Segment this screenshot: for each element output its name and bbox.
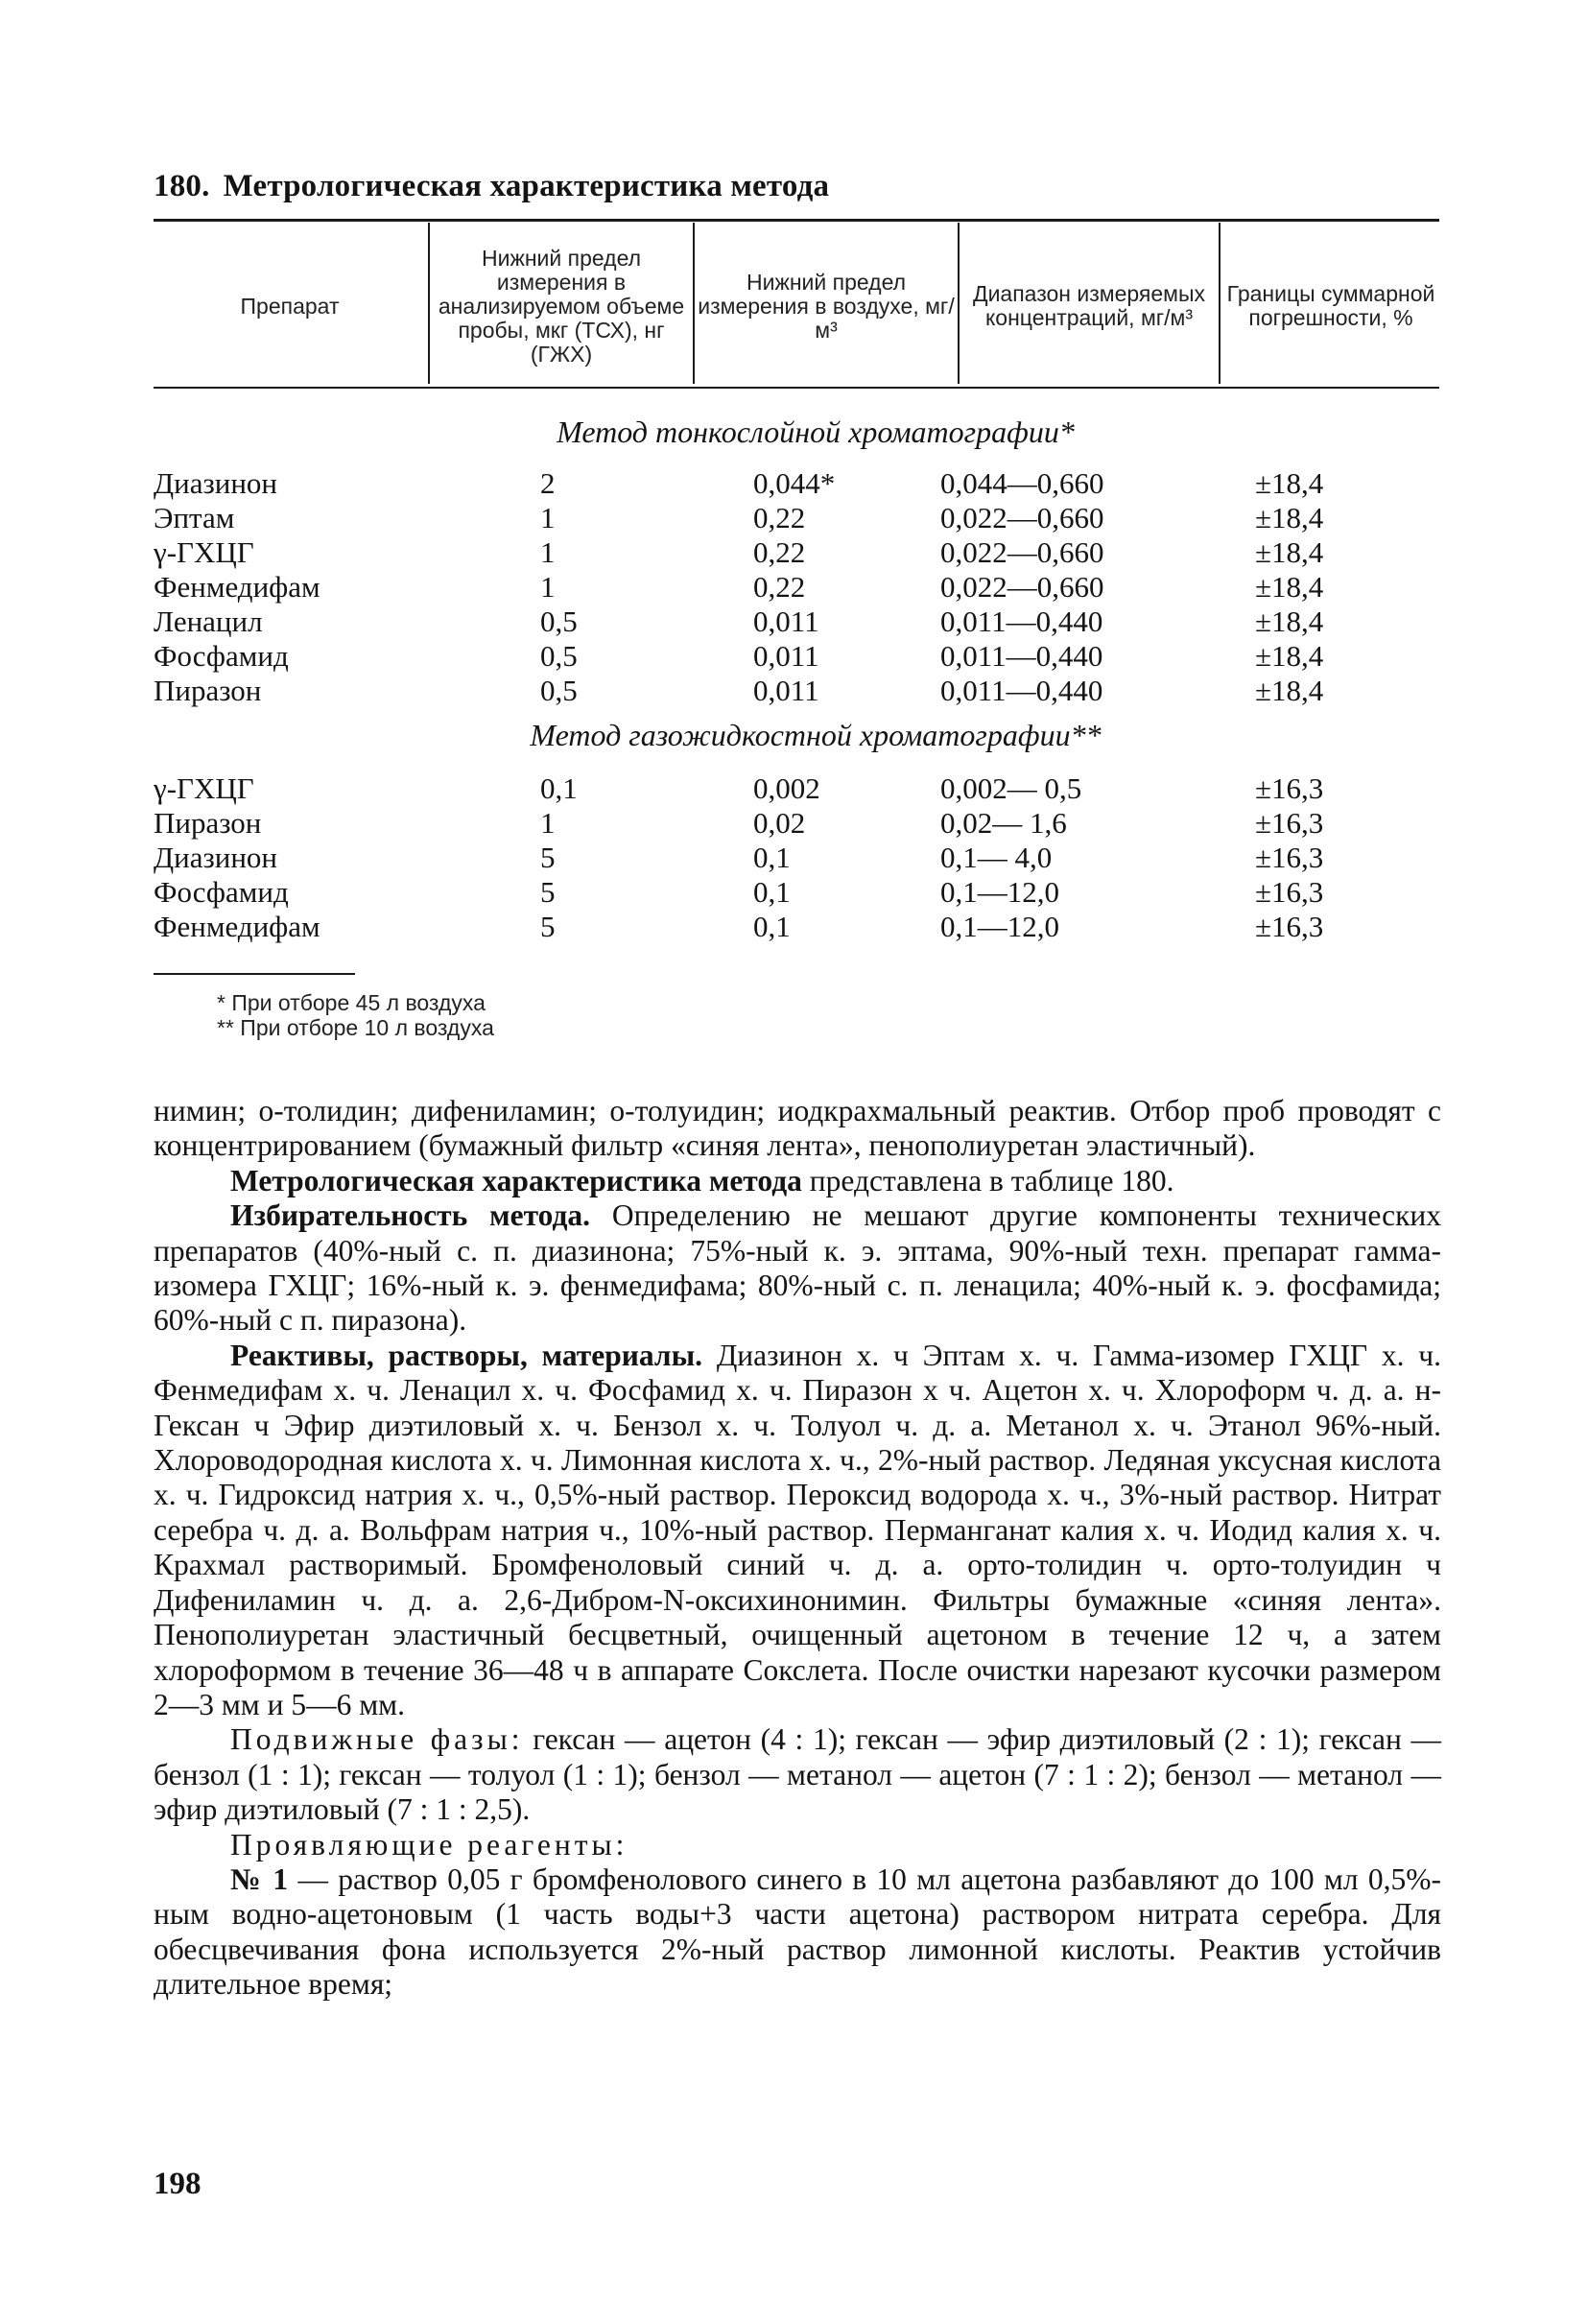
paragraph-text: представлена в таблице 180.	[801, 1163, 1174, 1198]
cell-sample-limit: 5	[540, 841, 556, 874]
table-caption	[154, 169, 829, 204]
column-divider	[428, 223, 430, 384]
cell-error: ±18,4	[1255, 570, 1324, 604]
paragraph-heading: Избирательность метода.	[230, 1198, 591, 1233]
cell-range: 0,011—0,440	[940, 639, 1103, 673]
cell-air-limit: 0,044*	[753, 466, 836, 500]
header-concentration-range: Диапазон измеряемых концентраций, мг/м³	[973, 281, 1205, 330]
table-row	[0, 535, 1588, 570]
cell-air-limit: 0,002	[753, 771, 820, 805]
section-title-tlc: Метод тонкослойной хроматографии*	[557, 415, 1075, 449]
paragraph-heading: Реактивы, растворы, материалы.	[230, 1338, 703, 1372]
cell-sample-limit: 2	[540, 466, 556, 500]
cell-range: 0,044—0,660	[940, 466, 1104, 500]
table-row	[0, 674, 1588, 708]
cell-range: 0,022—0,660	[940, 535, 1104, 569]
cell-drug: Диазинон	[154, 466, 278, 500]
paragraph-text: гексан — ацетон (4 : 1); гексан — эфир диэтиловый (2 : 1); гексан — бензол (1 : 1); гексан — толуол (1 : 1); бензол — метанол — ацетон (7 : 1 : 2); бензол — метанол — эфир диэтиловый (7 : 1 : 2,5).	[154, 1722, 1441, 1827]
footnote-2: ** При отборе 10 л воздуха	[217, 1015, 494, 1040]
table-top-rule	[154, 219, 1439, 222]
paragraph	[154, 1828, 1441, 1862]
header-lower-limit-air: Нижний предел измерения в воздухе, мг/м³	[698, 269, 955, 343]
cell-error: ±18,4	[1255, 674, 1324, 707]
cell-sample-limit: 1	[540, 535, 556, 569]
cell-drug: Пиразон	[154, 806, 262, 840]
cell-sample-limit: 0,1	[540, 771, 578, 805]
cell-air-limit: 0,1	[753, 841, 791, 874]
table-row	[0, 605, 1588, 639]
cell-range: 0,022—0,660	[940, 501, 1104, 534]
cell-sample-limit: 5	[540, 910, 556, 943]
cell-error: ±18,4	[1255, 605, 1324, 638]
paragraph	[154, 1862, 1441, 2003]
cell-range: 0,1— 4,0	[940, 841, 1053, 874]
column-divider	[958, 223, 960, 384]
column-divider	[693, 223, 695, 384]
cell-drug: Фенмедифам	[154, 910, 320, 943]
paragraph-heading: Проявляющие реагенты:	[230, 1827, 628, 1862]
cell-air-limit: 0,22	[753, 535, 806, 569]
cell-sample-limit: 1	[540, 501, 556, 534]
paragraph: нимин; о-толидин; дифениламин; о-толуидин; иодкрахмальный реактив. Отбор проб проводят с концентрированием (бумажный фильтр «синяя лента», пенополиуретан эластичный).	[154, 1094, 1441, 1163]
table-row	[0, 466, 1588, 501]
cell-range: 0,022—0,660	[940, 570, 1104, 604]
cell-air-limit: 0,011	[753, 605, 819, 638]
cell-error: ±16,3	[1255, 875, 1324, 909]
cell-error: ±18,4	[1255, 466, 1324, 500]
table-row	[0, 910, 1588, 944]
cell-drug: Фосфамид	[154, 875, 289, 909]
column-divider	[1219, 223, 1221, 384]
paragraph	[154, 1339, 1441, 1722]
cell-range: 0,011—0,440	[940, 674, 1103, 707]
cell-air-limit: 0,22	[753, 570, 806, 604]
paragraph-heading: Подвижные фазы:	[230, 1722, 524, 1757]
cell-error: ±18,4	[1255, 639, 1324, 673]
cell-drug: γ-ГХЦГ	[154, 535, 254, 569]
cell-sample-limit: 1	[540, 806, 556, 840]
cell-range: 0,1—12,0	[940, 910, 1059, 943]
footnote-1: * При отборе 45 л воздуха	[217, 990, 486, 1015]
cell-air-limit: 0,011	[753, 639, 819, 673]
cell-sample-limit: 0,5	[540, 674, 578, 707]
table-row	[0, 639, 1588, 674]
cell-drug: Фосфамид	[154, 639, 289, 673]
paragraph	[154, 1164, 1441, 1198]
cell-air-limit: 0,1	[753, 875, 791, 909]
cell-sample-limit: 0,5	[540, 605, 578, 638]
table-number: 180.	[154, 169, 210, 203]
cell-drug: Пиразон	[154, 674, 262, 707]
cell-drug: Эптам	[154, 501, 235, 534]
header-preparation: Препарат	[240, 293, 340, 319]
cell-error: ±16,3	[1255, 910, 1324, 943]
paragraph	[154, 1198, 1441, 1339]
page-number: 198	[154, 2167, 201, 2201]
cell-error: ±18,4	[1255, 501, 1324, 534]
paragraph-text: — раствор 0,05 г бромфенолового синего в 10 мл ацетона разбавляют до 100 мл 0,5%-ным водно-ацетоновым (1 часть воды+3 части ацетона) раствором нитрата серебра. Для обесцвечивания фона используется 2%-ный раствор лимонной кислоты. Реактив устойчив длительное время;	[154, 1862, 1441, 2002]
paragraph	[154, 1722, 1441, 1827]
paragraph-heading: № 1	[230, 1862, 289, 1896]
table-header-rule	[154, 387, 1439, 389]
table-row	[0, 806, 1588, 841]
table-row	[0, 875, 1588, 910]
cell-drug: Фенмедифам	[154, 570, 320, 604]
cell-drug: Ленацил	[154, 605, 263, 638]
footnote-rule	[154, 973, 355, 975]
cell-sample-limit: 5	[540, 875, 556, 909]
cell-air-limit: 0,02	[753, 806, 806, 840]
cell-error: ±16,3	[1255, 771, 1324, 805]
table-row	[0, 501, 1588, 535]
table-title: Метрологическая характеристика метода	[223, 169, 830, 203]
header-error-bounds: Границы суммарной погрешности, %	[1226, 281, 1435, 330]
paragraph-heading: Метрологическая характеристика метода	[230, 1163, 802, 1198]
table-row	[0, 841, 1588, 875]
cell-air-limit: 0,011	[753, 674, 819, 707]
cell-range: 0,011—0,440	[940, 605, 1103, 638]
table-row	[0, 570, 1588, 605]
paragraph-text: Диазинон х. ч Эптам х. ч. Гамма-изомер ГХЦГ х. ч. Фенмедифам х. ч. Ленацил х. ч. Фосфамид х. ч. Пиразон х ч. Ацетон х. ч. Хлороформ ч. д. а. н-Гексан ч Эфир диэтиловый х. ч. Бензол х. ч. Толуол ч. д. а. Метанол х. ч. Этанол 96%-ный. Хлороводородная кислота х. ч. Лимонная кислота х. ч., 2%-ный раствор. Ледяная уксусная кислота х. ч. Гидроксид натрия х. ч., 0,5%-ный раствор. Пероксид водорода х. ч., 3%-ный раствор. Нитрат серебра ч. д. а. Вольфрам натрия ч., 10%-ный раствор. Перманганат калия х. ч. Иодид калия х. ч. Крахмал растворимый. Бромфеноловый синий ч. д. а. орто-толидин ч. орто-толуидин ч Дифениламин ч. д. а. 2,6-Дибром-N-оксихинонимин. Фильтры бумажные «синяя лента». Пенополиуретан эластичный бесцветный, очищенный ацетоном в течение 12 ч, а затем хлороформом в течение 36—48 ч в аппарате Сокслета. После очистки нарезают кусочки размером 2—3 мм и 5—6 мм.	[154, 1338, 1441, 1721]
section-title-glc: Метод газожидкостной хроматографии**	[530, 718, 1102, 752]
cell-error: ±16,3	[1255, 841, 1324, 874]
body-text	[154, 1094, 1441, 2003]
cell-drug: γ-ГХЦГ	[154, 771, 254, 805]
cell-sample-limit: 1	[540, 570, 556, 604]
cell-range: 0,02— 1,6	[940, 806, 1067, 840]
cell-air-limit: 0,22	[753, 501, 806, 534]
cell-error: ±18,4	[1255, 535, 1324, 569]
paragraph-text: Определению не мешают другие компоненты технических препаратов (40%-ный с. п. диазинона; 75%-ный к. э. эптама, 90%-ный техн. препарат гамма-изомера ГХЦГ; 16%-ный к. э. фенмедифама; 80%-ный с. п. ленацила; 40%-ный к. э. фосфамида; 60%-ный с п. пиразона).	[154, 1198, 1441, 1338]
cell-drug: Диазинон	[154, 841, 278, 874]
cell-air-limit: 0,1	[753, 910, 791, 943]
cell-error: ±16,3	[1255, 806, 1324, 840]
header-lower-limit-sample: Нижний предел измерения в анализируемом объеме пробы, мкг (ТСХ), нг (ГЖХ)	[438, 245, 685, 367]
table-row	[0, 771, 1588, 806]
cell-sample-limit: 0,5	[540, 639, 578, 673]
cell-range: 0,002— 0,5	[940, 771, 1082, 805]
cell-range: 0,1—12,0	[940, 875, 1059, 909]
